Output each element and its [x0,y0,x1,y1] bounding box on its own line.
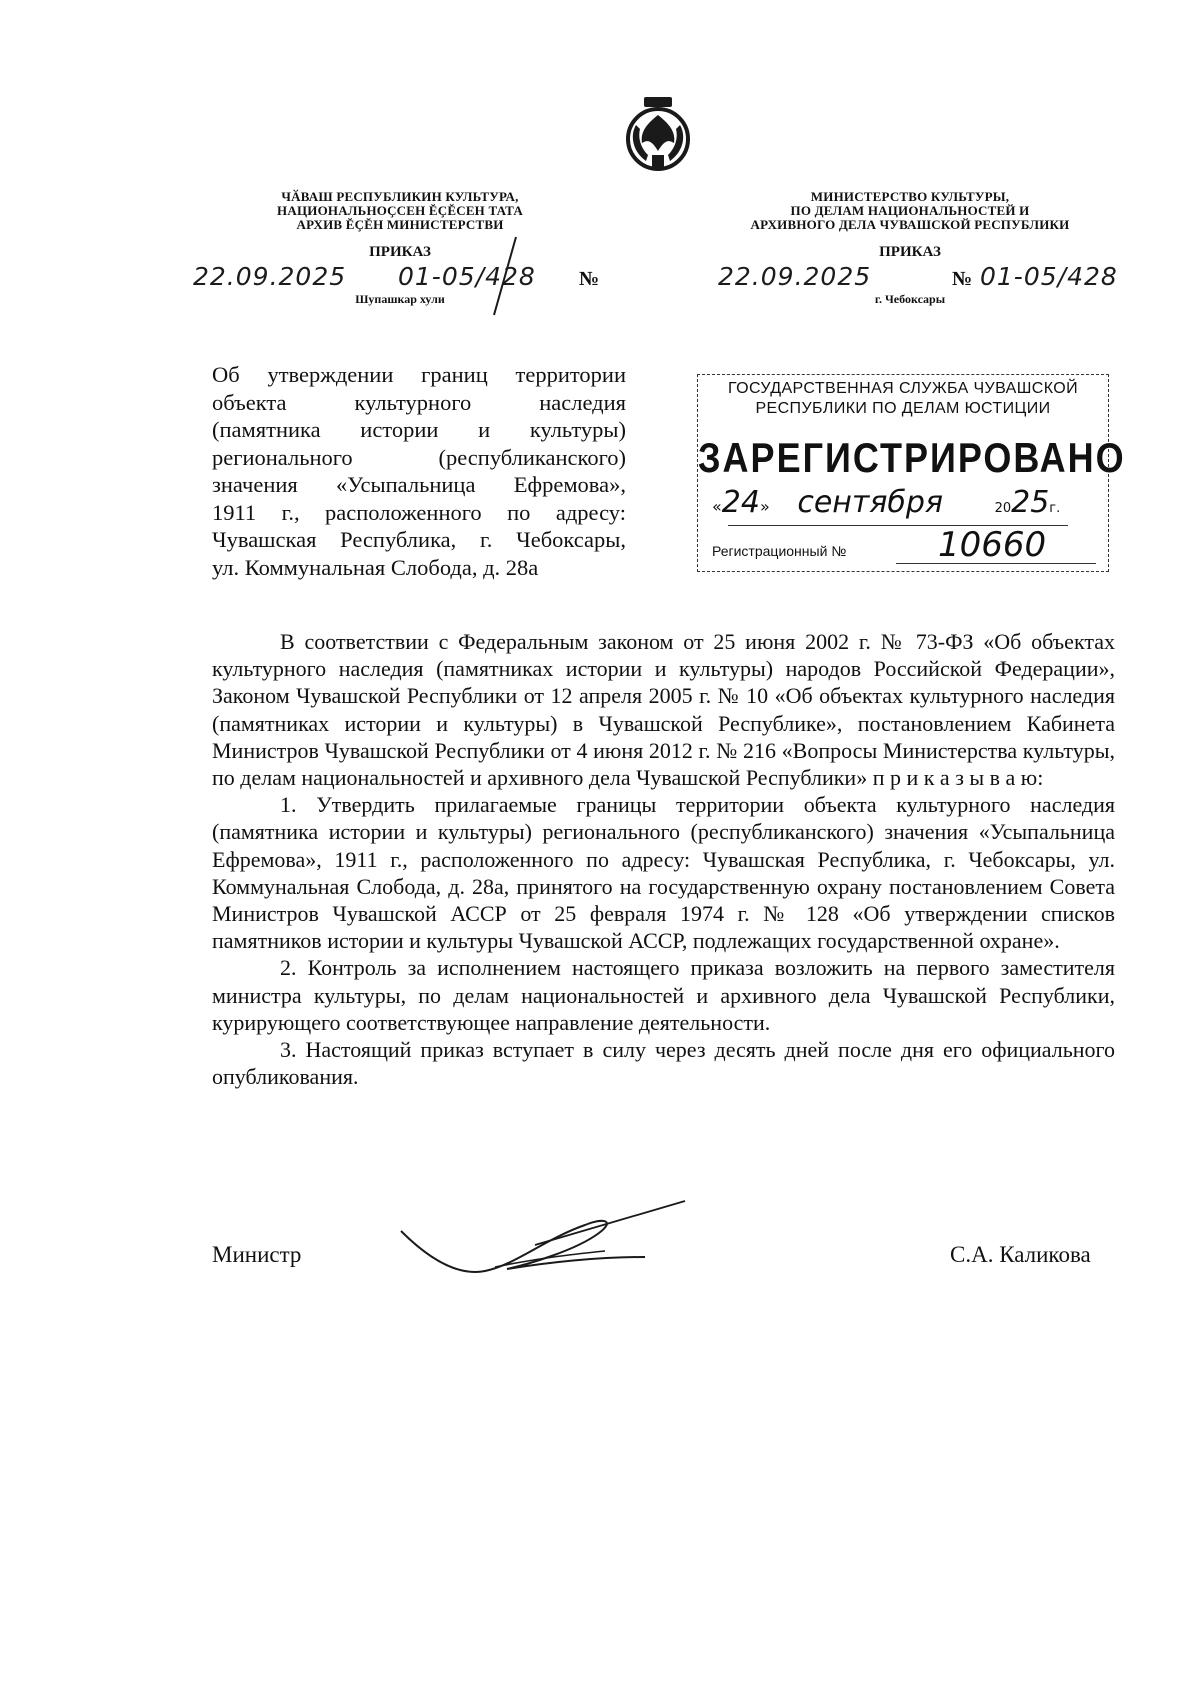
org-header-russian [720,190,1100,232]
signatory-position: Министр [212,1242,302,1267]
stamp-day: 24 [721,485,760,520]
stamp-reg-underline [896,563,1096,564]
org-line: АРХИВ ĔҪĔН МИНИСТЕРСТВИ [296,217,504,232]
title-line: регионального (республиканского) [212,444,626,470]
slash-stroke-left [490,235,520,317]
signatory-name: С.А. Каликова [950,1242,1091,1267]
number-sign-left: № [579,268,600,290]
stamp-month: сентября [797,485,944,520]
org-header-chuvash [230,190,570,232]
doc-type-chuvash: ПРИКАЗ [369,244,431,260]
document-body [212,628,1115,1090]
org-line: ЧӐВАШ РЕСПУБЛИКИН КУЛЬТУРА, [281,189,519,204]
org-line: НАЦИОНАЛЬНОҪСЕН ĔҪĔСЕН ТАТА [277,203,523,218]
handwritten-date-left: 22.09.2025 [193,262,347,291]
title-line: значения «Усыпальница Ефремова», [212,472,626,497]
preamble-paragraph: В соответствии с Федеральным законом от 25 июня 2002 г. № 73-ФЗ «Об объектах культурного наследия (памятниках истории и культуры) народов Российской Федерации», Законом Чувашской Республики от 12 апреля 2005 г. № 10 «Об объектах культурного наследия (памятниках истории и культуры) в Чувашской Республике», постановлением Кабинета Министров Чувашской Республики от 4 июня 2012 г. № 216 «Вопросы Министерства культуры, по делам национальностей и архивного дела Чувашской Республики» п р и к а з ы в а ю: [212,629,1115,791]
title-line: Чувашская Республика, г. Чебоксары, [212,527,626,552]
stamp-close-quote: » [759,497,770,516]
org-line: АРХИВНОГО ДЕЛА ЧУВАШСКОЙ РЕСПУБЛИКИ [750,217,1070,232]
stamp-reg-label: Регистрационный № [712,543,847,559]
handwritten-number-right: 01-05/428 [980,262,1118,291]
order-item-2: 2. Контроль за исполнением настоящего приказа возложить на первого заместителя министра культуры, по делам национальностей и архивного дела Чувашской Республики, курирующего соответствующее направление деятельности. [212,955,1115,1035]
title-line: Об утверждении границ территории [212,362,626,387]
city-chuvash: Шупашкар хули [355,292,445,306]
org-line: МИНИСТЕРСТВО КУЛЬТУРЫ, [810,189,1010,204]
registration-stamp [697,374,1126,572]
title-line: ул. Коммунальная Слобода, д. 28а [212,554,539,580]
stamp-date [712,485,1092,520]
coat-of-arms-emblem [618,95,698,175]
doc-type-russian: ПРИКАЗ [879,244,941,260]
title-line: (памятника истории и культуры) [212,417,626,442]
stamp-year-unit: г. [1049,501,1061,516]
stamp-organization [698,379,1108,419]
order-item-1: 1. Утвердить прилагаемые границы территории объекта культурного наследия (памятника истории и культуры) регионального (республиканского) значения «Усыпальница Ефремова», 1911 г., расположенного по адресу: Чувашская Республика, г. Чебоксары, ул. Коммунальная Слобода, д. 28а, принятого на государственную охрану постановлением Совета Министров Чувашской АССР от 25 февраля 1974 г. № 128 «Об утверждении списков памятников истории и культуры Чувашской АССР, подлежащих государственной охране». [212,792,1115,954]
handwritten-date-right: 22.09.2025 [718,262,872,291]
stamp-org-line: ГОСУДАРСТВЕННАЯ СЛУЖБА ЧУВАШСКОЙ [727,380,1079,397]
stamp-reg-number: 10660 [938,525,1047,565]
document-title [212,361,626,581]
handwritten-number-left: 01-05/428 [398,262,536,291]
stamp-status: ЗАРЕГИСТРИРОВАНО [698,433,1126,481]
title-line: 1911 г., расположенного по адресу: [212,499,626,525]
city-russian: г. Чебоксары [874,292,946,306]
stamp-year-prefix: 20 [994,501,1012,516]
order-item-3: 3. Настоящий приказ вступает в силу через десять дней после дня его официального опубликования. [212,1037,1115,1090]
number-sign-right: № [952,268,973,290]
stamp-org-line: РЕСПУБЛИКИ ПО ДЕЛАМ ЮСТИЦИИ [755,400,1051,417]
stamp-year-suffix: 25 [1011,485,1050,520]
stamp-open-quote: « [712,497,722,516]
org-line: ПО ДЕЛАМ НАЦИОНАЛЬНОСТЕЙ И [790,203,1030,218]
title-line: объекта культурного наследия [212,389,626,415]
handwritten-signature [395,1195,695,1295]
